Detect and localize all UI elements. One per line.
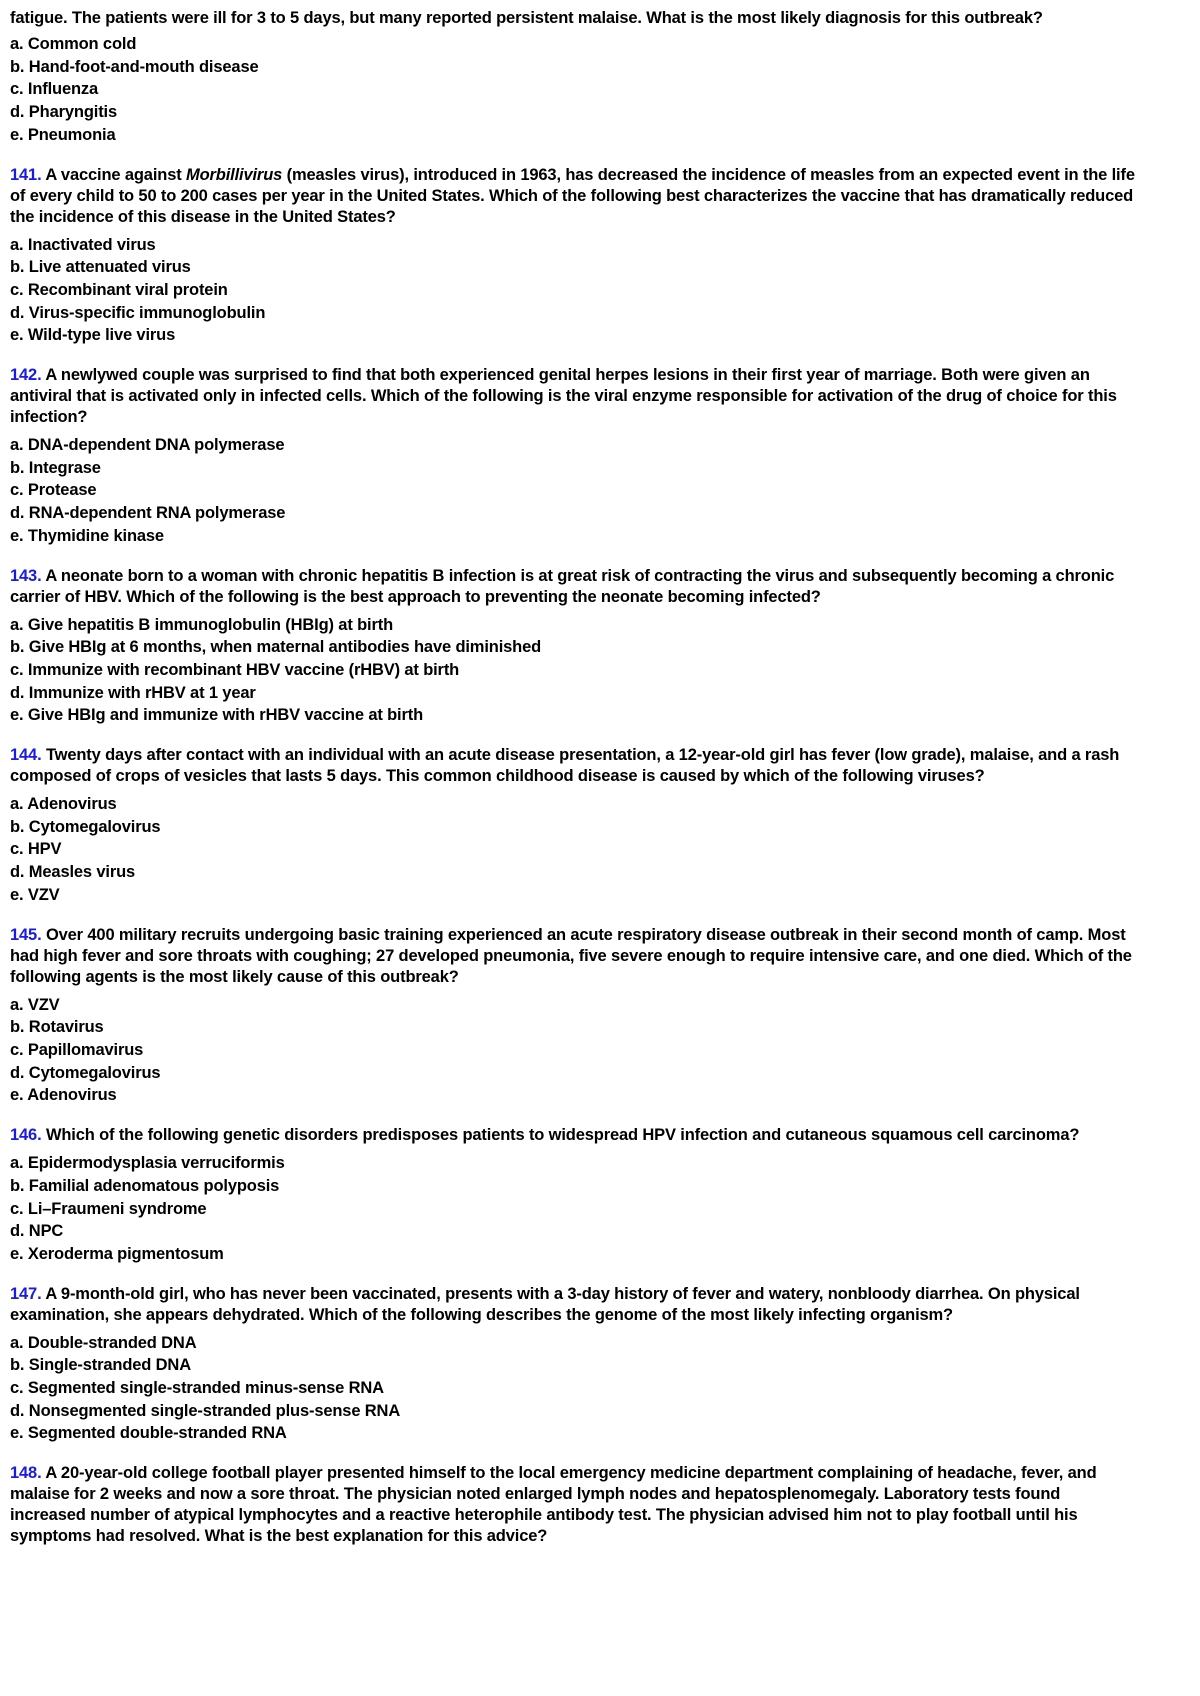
question-stem-line	[10, 1284, 1200, 1305]
stem-text: A newlywed couple was surprised to find that both experienced genital herpes lesions in their first year of marriage. Both were given an	[41, 366, 1090, 385]
stem-text: Which of the following genetic disorders predisposes patients to widespread HPV infection and cutaneous squamous cell carcinoma?	[41, 1126, 1080, 1145]
answer-options	[10, 994, 1200, 1108]
question-141	[10, 165, 1200, 348]
answer-options	[10, 434, 1200, 548]
answer-option-d[interactable]: d. Cytomegalovirus	[10, 1063, 161, 1082]
answer-options	[10, 1332, 1200, 1446]
answer-options	[10, 234, 1200, 348]
stem-text: (measles virus), introduced in 1963, has decreased the incidence of measles from an expected event in the life	[282, 165, 1135, 184]
answer-option-a[interactable]: a. Inactivated virus	[10, 235, 156, 254]
answer-option-a[interactable]: a. Give hepatitis B immunoglobulin (HBIg) at birth	[10, 615, 394, 634]
stem-italic-text: Morbillivirus	[186, 165, 283, 184]
answer-options	[10, 1152, 1200, 1266]
question-number: 143.	[10, 566, 42, 585]
answer-option-c[interactable]: c. Protease	[10, 481, 97, 500]
answer-option-d[interactable]: d. Pharyngitis	[10, 103, 118, 122]
question-stem-line: following agents is the most likely cause of this outbreak?	[10, 967, 459, 986]
stem-text: Over 400 military recruits undergoing basic training experienced an acute respiratory disease outbreak in their second month of camp. Most	[41, 925, 1126, 944]
question-stem-line: examination, she appears dehydrated. Which of the following describes the genome of the most likely infecting organism?	[10, 1305, 953, 1324]
answer-option-c[interactable]: c. Immunize with recombinant HBV vaccine (rHBV) at birth	[10, 660, 460, 679]
question-number: 146.	[10, 1126, 42, 1145]
answer-option-c[interactable]: c. Recombinant viral protein	[10, 280, 228, 299]
stem-text: A 9-month-old girl, who has never been vaccinated, presents with a 3-day history of fever and watery, nonbloody diarrhea. On physical	[41, 1284, 1080, 1303]
question-147	[10, 1284, 1200, 1446]
question-stem	[10, 1125, 1200, 1146]
document-page	[10, 8, 1200, 1553]
answer-option-c[interactable]: c. Influenza	[10, 80, 99, 99]
answer-option-b[interactable]: b. Give HBIg at 6 months, when maternal antibodies have diminished	[10, 638, 542, 657]
question-stem-line: composed of crops of vesicles that lasts 5 days. This common childhood disease is caused by which of the following viruses?	[10, 767, 985, 786]
question-146	[10, 1125, 1200, 1266]
question-stem-line: infection?	[10, 408, 88, 427]
question-140	[10, 8, 1200, 147]
question-stem-line: fatigue. The patients were ill for 3 to 5 days, but many reported persistent malaise. What is the most likely diagnosis for this outbreak?	[10, 9, 1043, 27]
answer-option-a[interactable]: a. Double-stranded DNA	[10, 1333, 197, 1352]
question-number: 148.	[10, 1464, 42, 1483]
question-143	[10, 566, 1200, 728]
answer-option-b[interactable]: b. Cytomegalovirus	[10, 817, 161, 836]
answer-option-c[interactable]: c. Segmented single-stranded minus-sense RNA	[10, 1379, 384, 1398]
answer-option-d[interactable]: d. Nonsegmented single-stranded plus-sense RNA	[10, 1401, 401, 1420]
answer-option-a[interactable]: a. DNA-dependent DNA polymerase	[10, 436, 285, 455]
answer-option-e[interactable]: e. VZV	[10, 885, 60, 904]
question-stem	[10, 566, 1200, 608]
question-number: 147.	[10, 1284, 42, 1303]
answer-option-d[interactable]: d. NPC	[10, 1222, 64, 1241]
question-number: 145.	[10, 925, 42, 944]
answer-option-b[interactable]: b. Integrase	[10, 458, 101, 477]
answer-option-c[interactable]: c. Papillomavirus	[10, 1040, 144, 1059]
question-stem-line: antiviral that is activated only in infected cells. Which of the following is the viral enzyme responsible for activation of the drug of choice for this	[10, 387, 1117, 406]
answer-option-d[interactable]: d. Immunize with rHBV at 1 year	[10, 683, 256, 702]
question-148	[10, 1463, 1200, 1547]
answer-option-d[interactable]: d. Measles virus	[10, 863, 136, 882]
answer-option-d[interactable]: d. Virus-specific immunoglobulin	[10, 303, 266, 322]
answer-option-e[interactable]: e. Give HBIg and immunize with rHBV vaccine at birth	[10, 706, 424, 725]
answer-option-c[interactable]: c. HPV	[10, 840, 62, 859]
question-stem-line: symptoms had resolved. What is the best explanation for this advice?	[10, 1527, 548, 1546]
question-stem	[10, 1284, 1200, 1326]
answer-option-b[interactable]: b. Rotavirus	[10, 1018, 104, 1037]
answer-option-a[interactable]: a. Epidermodysplasia verruciformis	[10, 1154, 285, 1173]
question-stem	[10, 165, 1200, 228]
question-number: 144.	[10, 746, 42, 765]
question-stem-line	[10, 1125, 1200, 1146]
question-stem	[10, 1463, 1200, 1547]
answer-options	[10, 614, 1200, 728]
question-stem-line	[10, 745, 1200, 766]
answer-options	[10, 33, 1200, 147]
question-stem	[10, 365, 1200, 428]
answer-option-a[interactable]: a. VZV	[10, 995, 60, 1014]
question-stem-line	[10, 165, 1200, 186]
question-stem-line	[10, 365, 1200, 386]
answer-option-b[interactable]: b. Single-stranded DNA	[10, 1356, 191, 1375]
answer-option-c[interactable]: c. Li–Fraumeni syndrome	[10, 1199, 207, 1218]
stem-text: A neonate born to a woman with chronic hepatitis B infection is at great risk of contracting the virus and subsequently becoming a chronic	[41, 566, 1115, 585]
answer-option-d[interactable]: d. RNA-dependent RNA polymerase	[10, 504, 286, 523]
question-stem	[10, 745, 1200, 787]
answer-option-e[interactable]: e. Xeroderma pigmentosum	[10, 1244, 224, 1263]
question-stem-line: carrier of HBV. Which of the following is the best approach to preventing the neonate becoming infected?	[10, 587, 821, 606]
question-stem-line: increased number of atypical lymphocytes and a reactive heterophile antibody test. The physician advised him not to play football until his	[10, 1506, 1078, 1525]
answer-option-a[interactable]: a. Common cold	[10, 35, 137, 53]
answer-option-e[interactable]: e. Segmented double-stranded RNA	[10, 1424, 287, 1443]
stem-text: A 20-year-old college football player presented himself to the local emergency medicine department complaining of headache, fever, and	[41, 1464, 1097, 1483]
question-number: 142.	[10, 366, 42, 385]
question-stem-line	[10, 925, 1200, 946]
question-145	[10, 925, 1200, 1108]
answer-option-e[interactable]: e. Adenovirus	[10, 1086, 117, 1105]
question-stem-line: malaise for 2 weeks and now a sore throat. The physician noted enlarged lymph nodes and hepatosplenomegaly. Laboratory tests found	[10, 1485, 1061, 1504]
question-142	[10, 365, 1200, 548]
question-stem-line	[10, 566, 1200, 587]
question-number: 141.	[10, 165, 42, 184]
question-stem-line: the incidence of this disease in the United States?	[10, 207, 396, 226]
answer-option-b[interactable]: b. Hand-foot-and-mouth disease	[10, 57, 259, 76]
answer-option-e[interactable]: e. Thymidine kinase	[10, 526, 164, 545]
answer-option-b[interactable]: b. Familial adenomatous polyposis	[10, 1176, 280, 1195]
answer-option-a[interactable]: a. Adenovirus	[10, 795, 117, 814]
stem-text: A vaccine against	[41, 165, 187, 184]
question-144	[10, 745, 1200, 907]
question-stem	[10, 925, 1200, 988]
answer-option-e[interactable]: e. Pneumonia	[10, 125, 116, 144]
stem-text: Twenty days after contact with an individual with an acute disease presentation, a 12-year-old girl has fever (low grade), malaise, and a rash	[41, 746, 1120, 765]
answer-option-b[interactable]: b. Live attenuated virus	[10, 258, 191, 277]
question-stem-line: had high fever and sore throats with coughing; 27 developed pneumonia, five severe enough to require intensive care, and one died. Which of the	[10, 946, 1132, 965]
answer-option-e[interactable]: e. Wild-type live virus	[10, 326, 176, 345]
question-stem-line: of every child to 50 to 200 cases per year in the United States. Which of the following best characterizes the vaccine that has dramatically reduced	[10, 186, 1134, 205]
question-stem-line	[10, 1463, 1200, 1484]
answer-options	[10, 793, 1200, 907]
